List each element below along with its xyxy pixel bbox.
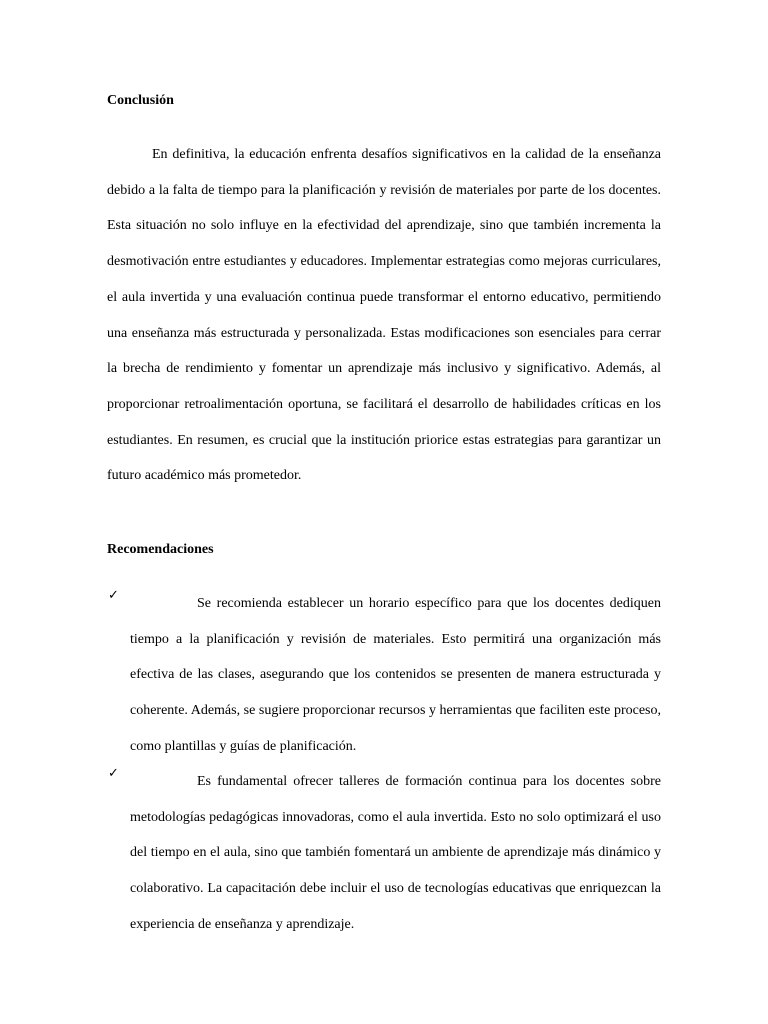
recommendations-heading: Recomendaciones bbox=[107, 542, 214, 557]
conclusion-paragraph: En definitiva, la educación enfrenta desafíos significativos en la calidad de la enseñanza debido a la falta de tiempo para la planificación y revisión de materiales por parte de los docentes. Esta situación no solo influye en la efectividad del aprendizaje, sino que también incrementa la desmotivación entre estudiantes y educadores. Implementar estrategias como mejoras curriculares, el aula invertida y una evaluación continua puede transformar el entorno educativo, permitiendo una enseñanza más estructurada y personalizada. Estas modificaciones son esenciales para cerrar la brecha de rendimiento y fomentar un aprendizaje más inclusivo y significativo. Además, al proporcionar retroalimentación oportuna, se facilitará el desarrollo de habilidades críticas en los estudiantes. En resumen, es crucial que la institución priorice estas estrategias para garantizar un futuro académico más prometedor. bbox=[107, 147, 661, 484]
recommendation-text: Se recomienda establecer un horario específico para que los docentes dediquen tiempo a la planificación y revisión de materiales. Esto permitirá una organización más efectiva de las clases, asegurando que los contenidos se presenten de manera estructurada y coherente. Además, se sugiere proporcionar recursos y herramientas que faciliten este proceso, como plantillas y guías de planificación. bbox=[130, 596, 661, 754]
checkmark-icon: ✓ bbox=[108, 588, 119, 603]
recommendation-text: Es fundamental ofrecer talleres de formación continua para los docentes sobre metodologías pedagógicas innovadoras, como el aula invertida. Esto no solo optimizará el uso del tiempo en el aula, sino que también fomentará un ambiente de aprendizaje más dinámico y colaborativo. La capacitación debe incluir el uso de tecnologías educativas que enriquezcan la experiencia de enseñanza y aprendizaje. bbox=[130, 774, 661, 932]
recommendation-item bbox=[108, 586, 661, 765]
conclusion-heading: Conclusión bbox=[107, 93, 174, 108]
recommendation-item bbox=[108, 764, 661, 943]
checkmark-icon: ✓ bbox=[108, 766, 119, 781]
